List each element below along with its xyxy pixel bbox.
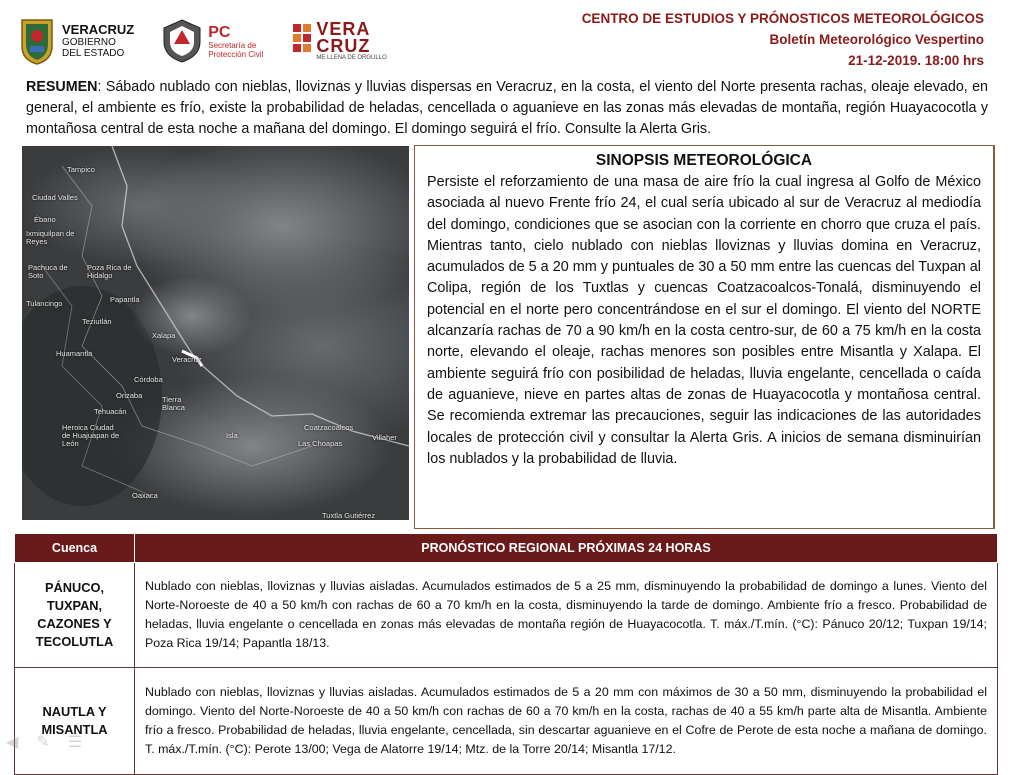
menu-icon[interactable]: ☰ bbox=[67, 734, 83, 751]
pc-name: PC bbox=[208, 23, 231, 41]
pen-icon[interactable]: ✎ bbox=[36, 734, 50, 751]
map-label-huamantla: Huamantla bbox=[56, 349, 93, 358]
prev-slide-icon[interactable]: ◀ bbox=[6, 734, 19, 751]
map-label-xalapa: Xalapa bbox=[152, 331, 176, 340]
table-row bbox=[15, 668, 998, 775]
table-header-row bbox=[15, 534, 998, 563]
map-label-oaxaca: Oaxaca bbox=[132, 491, 158, 500]
cuenca-cell: PÁNUCO, TUXPAN, CAZONES Y TECOLUTLA bbox=[15, 563, 135, 668]
veracruz-brand-line2: CRUZ bbox=[316, 36, 371, 56]
map-label-orizaba: Orizaba bbox=[116, 391, 143, 400]
resumen-paragraph bbox=[26, 77, 988, 140]
veracruz-brand-logo bbox=[291, 21, 386, 61]
table-row bbox=[15, 563, 998, 668]
map-label-tulancingo: Tulancingo bbox=[26, 299, 63, 308]
satellite-map-graphic bbox=[22, 146, 409, 520]
map-label-tampico: Tampico bbox=[67, 165, 95, 174]
map-label-tuxtla: Tuxtla Gutiérrez bbox=[322, 511, 376, 520]
pc-logo bbox=[162, 18, 263, 64]
gobierno-line2: GOBIERNO bbox=[62, 37, 116, 48]
map-label-ixmiquilpan: Ixmiquilpan de Reyes bbox=[26, 229, 75, 246]
veracruz-brand-line1: VERA bbox=[316, 19, 371, 39]
map-label-ebano: Ébano bbox=[34, 215, 56, 224]
forecast-cell: Nublado con nieblas, lloviznas y lluvias aisladas. Acumulados estimados de 5 a 20 mm con máximos de 30 a 50 mm, disminuyendo la probabilidad el domingo. Viento del Norte-Noroeste de 40 a 50 km/h con rachas de 60 a 70 km/h en la costa, rachas de 40 a 55 km/h parte alta de Misantla. Ambiente frío a fresco. Probabilidad de heladas, lluvia engelante, cencellada, sin descartar aguanieve en el Cofre de Perote de esta noche a mañana de domingo. T. máx./T.mín. (°C): Perote 13/00; Vega de Alatorre 19/14; Mtz. de la Torre 20/14; Misantla 17/12. bbox=[135, 668, 998, 775]
pc-line2: Protección Civil bbox=[208, 49, 264, 59]
map-label-tierra-blanca: Tierra Blanca bbox=[162, 395, 185, 412]
sinopsis-title: SINOPSIS METEOROLÓGICA bbox=[595, 152, 813, 169]
map-label-ciudad-valles: Ciudad Valles bbox=[32, 193, 78, 202]
cuenca-cell: NAUTLA Y MISANTLA bbox=[15, 668, 135, 775]
header-cuenca: Cuenca bbox=[15, 534, 135, 563]
forecast-table bbox=[14, 533, 998, 775]
resumen-text: : Sábado nublado con nieblas, lloviznas y lluvias dispersas en Veracruz, en la costa, el viento del Norte presenta rachas, oleaje elevado, en general, el ambiente es frío, existe la probabilidad de heladas, cencellada o aguanieve en las zonas más elevadas de montaña, región Huayacocotla y montañosa central de esta noche a mañana del domingo. El domingo seguirá el frío. Consulte la Alerta Gris. bbox=[26, 79, 988, 137]
header bbox=[582, 8, 984, 71]
header-date: 21-12-2019. 18:00 hrs bbox=[848, 53, 984, 68]
map-label-coatzacoalcos: Coatzacoalcos bbox=[304, 423, 354, 432]
map-label-teziutlan: Teziutlán bbox=[82, 317, 112, 326]
slideshow-controls[interactable] bbox=[6, 732, 82, 752]
forecast-cell: Nublado con nieblas, lloviznas y lluvias aisladas. Acumulados estimados de 5 a 25 mm, disminuyendo la probabilidad de domingo a lunes. Viento del Norte-Noroeste de 40 a 50 km/h con rachas de 60 a 70 km/h en la costa, disminuyendo la tarde de domingo. Ambiente frío a fresco. Probabilidad de heladas, lluvia engelante o cencellada en zonas más elevadas de montaña región de Huayacocotla. T. máx./T.mín. (°C): Pánuco 20/12; Tuxpan 19/14; Poza Rica 19/14; Papantla 18/13. bbox=[135, 563, 998, 668]
sinopsis-box bbox=[414, 145, 995, 529]
map-label-isla: Isla bbox=[226, 431, 238, 440]
map-label-las-choapas: Las Choapas bbox=[298, 439, 343, 448]
map-label-cordoba: Córdoba bbox=[134, 375, 163, 384]
map-label-poza-rica: Poza Rica de Hidalgo bbox=[87, 263, 132, 280]
map-label-veracruz: Veracruz bbox=[172, 355, 202, 364]
map-label-heroica: Heroica Ciudad de Huajuapan de León bbox=[62, 423, 120, 448]
gobierno-line3: DEL ESTADO bbox=[62, 48, 125, 59]
header-pronostico: PRONÓSTICO REGIONAL PRÓXIMAS 24 HORAS bbox=[135, 534, 998, 563]
gobierno-line1: VERACRUZ bbox=[62, 22, 135, 37]
pc-line1: Secretaría de bbox=[208, 40, 257, 50]
map-label-villahermosa: Villaher bbox=[372, 433, 397, 442]
veracruz-tagline: ME LLENA DE ORGULLO bbox=[316, 55, 387, 61]
map-label-papantla: Papantla bbox=[110, 295, 140, 304]
map-label-tehuacan: Tehuacán bbox=[94, 407, 127, 416]
pc-shield-icon bbox=[162, 18, 202, 64]
sinopsis-body: Persiste el reforzamiento de una masa de aire frío la cual ingresa al Golfo de México asociada al nuevo Frente frío 24, el cual sería ubicado al sur de Veracruz al mediodía del domingo, condiciones que se asocian con la corriente en chorro que cruza el país. Mientras tanto, cielo nublado con nieblas lloviznas y lluvias domina en Veracruz, acumulados de 5 a 20 mm y puntuales de 30 a 50 mm entre las cuencas del Tuxpan al Colipa, región de los Tuxtlas y cuencas Coatzacoalcos-Tonalá, disminuyendo el potencial en el norte pero concentrándose en el sur el domingo. El viento del NORTE alcanzaría rachas de 70 a 90 km/h en la costa centro-sur, de 60 a 75 km/h en la costa norte, elevando el oleaje, rachas menores son posibles entre Misantla y Xalapa. El ambiente seguirá frío con posibilidad de heladas, lluvia engelante, cencellada o caída de aguanieve, nieve en partes altas de zonas de Huayacocotla y montañosa central. Se recomienda extremar las precauciones, seguir las indicaciones de las autoridades locales de protección civil y consultar la Alerta Gris. A inicios de semana disminuirían los nublados y la probabilidad de lluvia. bbox=[427, 174, 981, 467]
gobierno-veracruz-logo bbox=[18, 16, 134, 66]
veracruz-shield-icon bbox=[18, 16, 56, 66]
logos-bar bbox=[18, 6, 415, 76]
satellite-map bbox=[22, 146, 409, 520]
header-center-name: CENTRO DE ESTUDIOS Y PRÓNOSTICOS METEOROLÓGICOS bbox=[581, 11, 984, 26]
resumen-label: RESUMEN bbox=[26, 79, 98, 95]
veracruz-pattern-icon bbox=[291, 22, 313, 60]
map-label-pachuca: Pachuca de Soto bbox=[28, 263, 68, 280]
header-bulletin: Boletín Meteorológico Vespertino bbox=[769, 32, 984, 47]
